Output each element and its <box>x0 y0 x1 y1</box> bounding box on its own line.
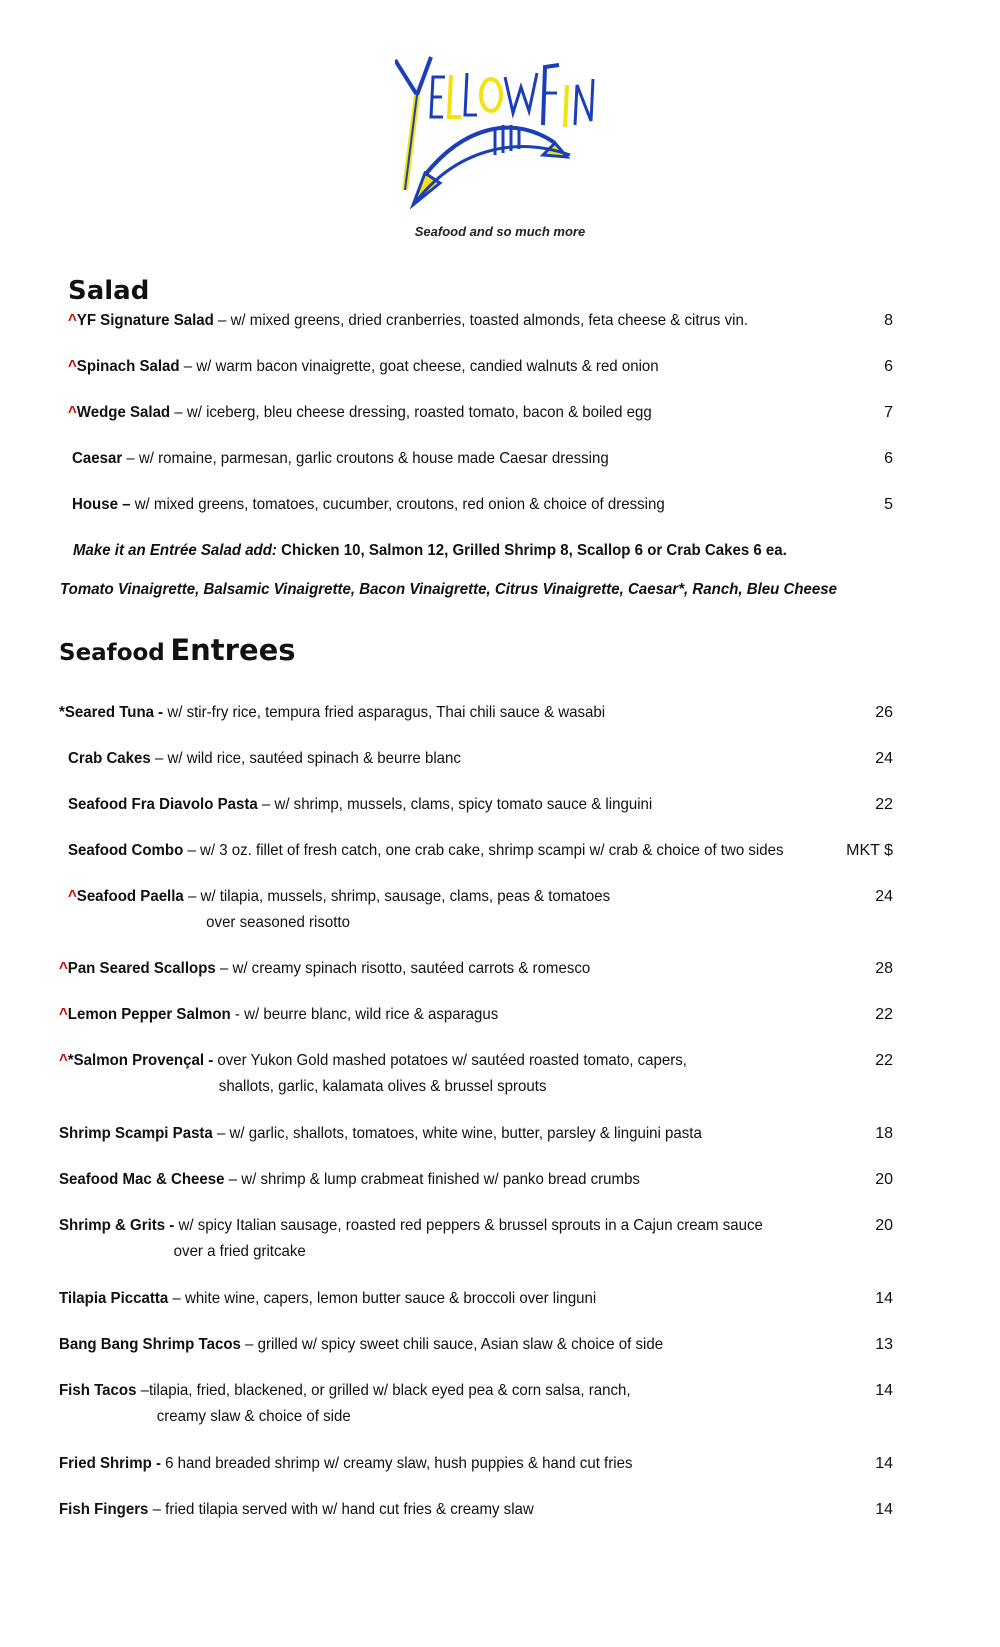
menu-item-shrimp-scampi-pasta <box>59 1123 702 1145</box>
menu-item-price: 20 <box>875 1217 893 1234</box>
menu-item-fried-shrimp <box>59 1453 632 1475</box>
menu-item-price: 14 <box>875 1290 893 1307</box>
seafood-entrees-title <box>59 633 296 667</box>
seafood-title-small: Seafood <box>59 640 165 666</box>
menu-item-name: Pan Seared Scallops <box>67 960 216 977</box>
menu-item-seafood-mac-cheese <box>59 1169 640 1191</box>
menu-item-description: – white wine, capers, lemon butter sauce & broccoli over linguni <box>168 1290 597 1307</box>
menu-item-description: – w/ romaine, parmesan, garlic croutons & house made Caesar dressing <box>122 450 609 467</box>
menu-item-name: Lemon Pepper Salmon <box>67 1006 231 1023</box>
menu-item-price: 26 <box>875 704 893 721</box>
yellowfin-logo <box>395 55 625 215</box>
tagline: Seafood and so much more <box>414 224 586 239</box>
menu-item-seafood-paella <box>68 886 610 934</box>
menu-item-fish-tacos <box>59 1380 631 1428</box>
menu-item-name: Seafood Mac & Cheese <box>59 1171 225 1188</box>
menu-item-description-continued: shallots, garlic, kalamata olives & brussel sprouts <box>218 1078 547 1095</box>
menu-item-name: Caesar <box>72 450 123 467</box>
menu-item-price: 14 <box>875 1501 893 1518</box>
menu-item-name: Bang Bang Shrimp Tacos <box>59 1336 241 1353</box>
menu-item-shrimp-grits <box>59 1215 763 1263</box>
menu-item-description: 6 hand breaded shrimp w/ creamy slaw, hush puppies & hand cut fries <box>160 1455 633 1472</box>
menu-item-description: over Yukon Gold mashed potatoes w/ sautéed roasted tomato, capers, <box>213 1052 687 1069</box>
menu-item-price: 5 <box>884 496 893 513</box>
menu-item-name: *Seared Tuna - <box>59 704 164 721</box>
seafood-title-large: Entrees <box>170 633 296 667</box>
caret-marker: ^ <box>59 1006 68 1023</box>
menu-item-spinach-salad <box>68 356 659 378</box>
menu-item-price: 22 <box>875 1006 893 1023</box>
menu-item-name: Seafood Fra Diavolo Pasta <box>68 796 258 813</box>
caret-marker: ^ <box>59 1052 68 1069</box>
menu-item-crab-cakes <box>68 748 461 770</box>
caret-marker: ^ <box>68 888 77 905</box>
menu-item-name: Fish Tacos <box>59 1382 137 1399</box>
caret-marker: ^ <box>59 960 68 977</box>
menu-item-price: 8 <box>884 312 893 329</box>
menu-item-fish-fingers <box>59 1499 534 1521</box>
menu-item-description: – w/ 3 oz. fillet of fresh catch, one crab cake, shrimp scampi w/ crab & choice of two sides <box>183 842 784 859</box>
menu-item-name: YF Signature Salad <box>76 312 214 329</box>
menu-item-name: Fried Shrimp - <box>59 1455 161 1472</box>
menu-item-name: House – <box>72 496 131 513</box>
menu-item-seafood-combo <box>68 840 784 862</box>
menu-item-price: 14 <box>875 1455 893 1472</box>
menu-item-description: – w/ creamy spinach risotto, sautéed carrots & romesco <box>215 960 591 977</box>
menu-item-description: w/ stir-fry rice, tempura fried asparagus, Thai chili sauce & wasabi <box>163 704 606 721</box>
menu-item-description: – w/ mixed greens, dried cranberries, toasted almonds, feta cheese & citrus vin. <box>213 312 749 329</box>
caret-marker: ^ <box>68 312 77 329</box>
menu-item-seared-tuna <box>59 702 605 724</box>
menu-item-price: 20 <box>875 1171 893 1188</box>
menu-item-description: w/ spicy Italian sausage, roasted red peppers & brussel sprouts in a Cajun cream sauce <box>174 1217 763 1234</box>
menu-item-description: – w/ shrimp, mussels, clams, spicy tomato sauce & linguini <box>257 796 653 813</box>
menu-item-price: 14 <box>875 1382 893 1399</box>
menu-item-yf-signature-salad <box>68 310 748 332</box>
menu-item-description: – w/ shrimp & lump crabmeat finished w/ panko bread crumbs <box>224 1171 640 1188</box>
menu-item-name: Crab Cakes <box>68 750 151 767</box>
caret-marker: ^ <box>68 404 77 421</box>
menu-item-description-continued: over a fried gritcake <box>173 1243 306 1260</box>
menu-item-price: MKT $ <box>846 842 893 859</box>
menu-item-caesar <box>72 448 609 470</box>
menu-item-name: Spinach Salad <box>76 358 180 375</box>
entree-salad-note <box>73 540 787 562</box>
menu-item-name: Seafood Paella <box>76 888 184 905</box>
menu-item-description: - w/ beurre blanc, wild rice & asparagus <box>230 1006 499 1023</box>
menu-item-description: w/ mixed greens, tomatoes, cucumber, croutons, red onion & choice of dressing <box>130 496 665 513</box>
menu-item-price: 6 <box>884 358 893 375</box>
dressing-list: Tomato Vinaigrette, Balsamic Vinaigrette, Bacon Vinaigrette, Citrus Vinaigrette, Caesar*, Ranch, Bleu Cheese <box>60 581 838 598</box>
menu-item-bang-bang-shrimp-tacos <box>59 1334 663 1356</box>
menu-item-salmon-proven-al <box>59 1050 687 1098</box>
menu-item-price: 24 <box>875 750 893 767</box>
menu-item-tilapia-piccatta <box>59 1288 596 1310</box>
menu-item-price: 22 <box>875 1052 893 1069</box>
salad-title: Salad <box>68 276 150 306</box>
menu-item-price: 6 <box>884 450 893 467</box>
menu-item-description: –tilapia, fried, blackened, or grilled w/ black eyed pea & corn salsa, ranch, <box>136 1382 631 1399</box>
menu-item-description: – w/ garlic, shallots, tomatoes, white wine, butter, parsley & linguini pasta <box>212 1125 702 1142</box>
menu-item-price: 24 <box>875 888 893 905</box>
menu-item-name: Wedge Salad <box>76 404 171 421</box>
menu-item-price: 18 <box>875 1125 893 1142</box>
menu-item-description: – w/ wild rice, sautéed spinach & beurre blanc <box>150 750 461 767</box>
caret-marker: ^ <box>68 358 77 375</box>
menu-item-name: Tilapia Piccatta <box>59 1290 169 1307</box>
menu-item-price: 7 <box>884 404 893 421</box>
menu-item-name: Shrimp Scampi Pasta <box>59 1125 213 1142</box>
menu-item-description: – fried tilapia served with w/ hand cut fries & creamy slaw <box>148 1501 534 1518</box>
menu-item-price: 22 <box>875 796 893 813</box>
menu-item-name: Shrimp & Grits - <box>59 1217 175 1234</box>
menu-item-price: 28 <box>875 960 893 977</box>
menu-item-name: Seafood Combo <box>68 842 184 859</box>
menu-item-house <box>72 494 665 516</box>
entree-salad-options: Chicken 10, Salmon 12, Grilled Shrimp 8, Scallop 6 or Crab Cakes 6 ea. <box>276 542 787 559</box>
menu-item-price: 13 <box>875 1336 893 1353</box>
menu-item-wedge-salad <box>68 402 652 424</box>
menu-item-description: – grilled w/ spicy sweet chili sauce, Asian slaw & choice of side <box>240 1336 664 1353</box>
menu-item-description-continued: over seasoned risotto <box>206 914 350 931</box>
menu-item-description-continued: creamy slaw & choice of side <box>156 1408 351 1425</box>
entree-salad-label: Make it an Entrée Salad add: <box>73 542 277 559</box>
menu-item-description: – w/ iceberg, bleu cheese dressing, roasted tomato, bacon & boiled egg <box>170 404 652 421</box>
menu-item-name: Fish Fingers <box>59 1501 149 1518</box>
menu-item-description: – w/ warm bacon vinaigrette, goat cheese, candied walnuts & red onion <box>179 358 659 375</box>
menu-item-lemon-pepper-salmon <box>59 1004 498 1026</box>
menu-item-description: – w/ tilapia, mussels, shrimp, sausage, clams, peas & tomatoes <box>183 888 611 905</box>
menu-item-name: *Salmon Provençal - <box>67 1052 214 1069</box>
menu-item-pan-seared-scallops <box>59 958 590 980</box>
menu-item-seafood-fra-diavolo-pasta <box>68 794 652 816</box>
